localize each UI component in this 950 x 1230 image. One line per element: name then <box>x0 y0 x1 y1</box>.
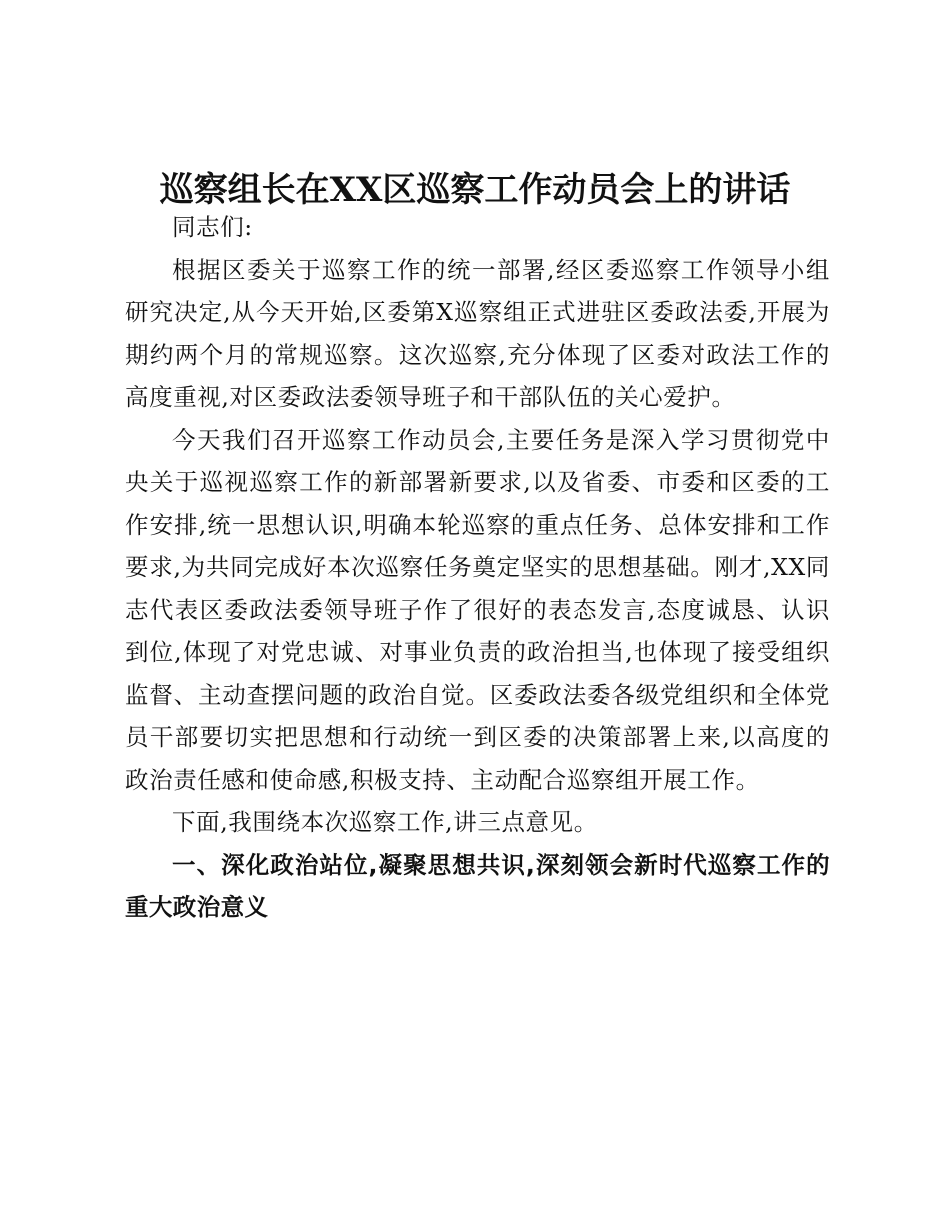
paragraph-transition: 下面,我围绕本次巡察工作,讲三点意见。 <box>172 808 598 836</box>
document-body <box>125 206 830 929</box>
document-title: 巡察组长在XX区巡察工作动员会上的讲话 <box>159 170 791 210</box>
salutation: 同志们: <box>172 213 253 241</box>
paragraph-intro: 根据区委关于巡察工作的统一部署,经区委巡察工作领导小组研究决定,从今天开始,区委第X巡察组正式进驻区委政法委,开展为期约两个月的常规巡察。这次巡察,充分体现了区委对政法工作的高度重视,对区委政法委领导班子和干部队伍的关心爱护。 <box>125 255 830 411</box>
paragraph-meeting-purpose: 今天我们召开巡察工作动员会,主要任务是深入学习贯彻党中央关于巡视巡察工作的新部署新要求,以及省委、市委和区委的工作安排,统一思想认识,明确本轮巡察的重点任务、总体安排和工作要求,为共同完成好本次巡察任务奠定坚实的思想基础。刚才,XX同志代表区委政法委领导班子作了很好的表态发言,态度诚恳、认识到位,体现了对党忠诚、对事业负责的政治担当,也体现了接受组织监督、主动查摆问题的政治自觉。区委政法委各级党组织和全体党员干部要切实把思想和行动统一到区委的决策部署上来,以高度的政治责任感和使命感,积极支持、主动配合巡察组开展工作。 <box>125 425 830 794</box>
section-heading-1: 一、深化政治站位,凝聚思想共识,深刻领会新时代巡察工作的重大政治意义 <box>125 850 830 921</box>
